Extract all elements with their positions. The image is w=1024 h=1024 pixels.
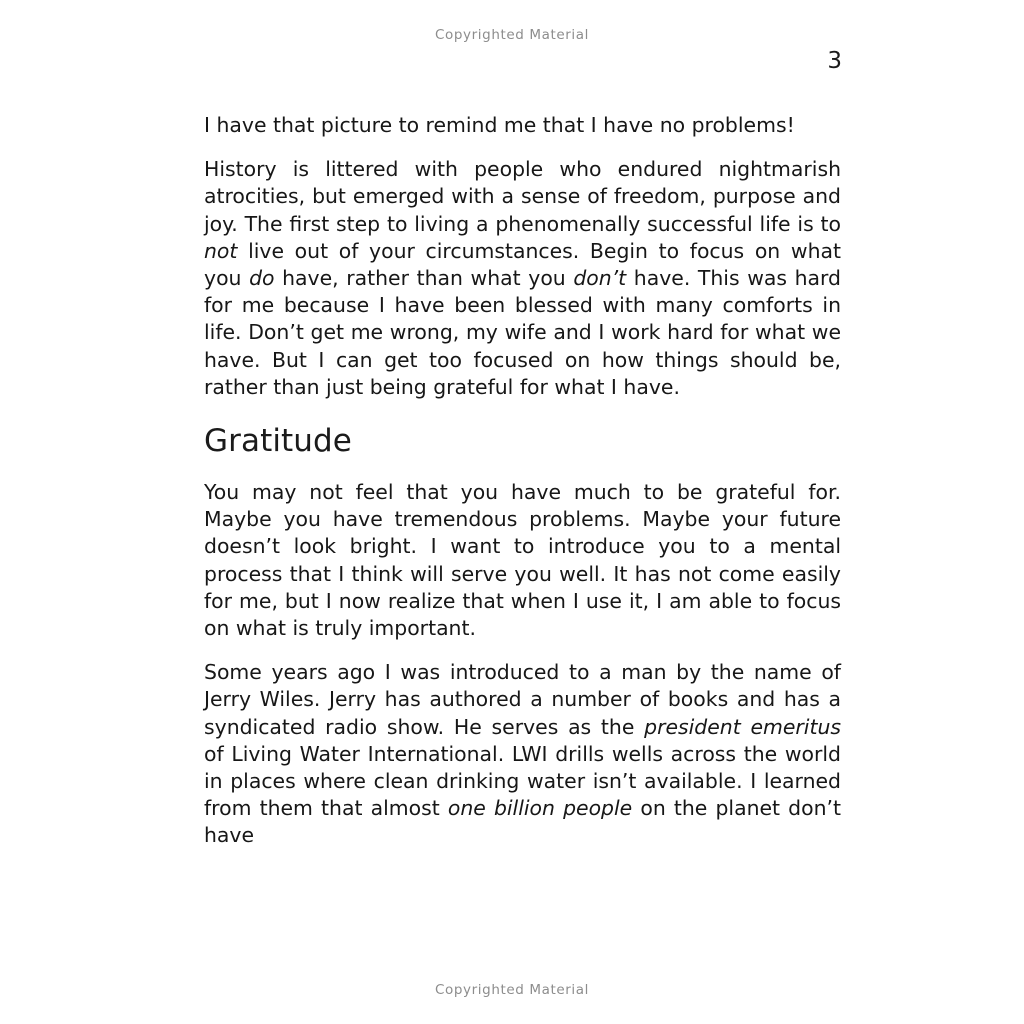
paragraph-2-run-2: live out of your circumstances. Begin to focus on what you bbox=[204, 238, 841, 291]
paragraph-4-emphasis-1: president emeritus bbox=[644, 714, 841, 739]
paragraph-4-emphasis-2: one billion people bbox=[447, 796, 633, 821]
page-number: 3 bbox=[827, 48, 842, 74]
copyright-watermark-top: Copyrighted Material bbox=[435, 27, 589, 43]
paragraph-4 bbox=[204, 659, 841, 849]
paragraph-3: You may not feel that you have much to be grateful for. Maybe you have tremendous problems. Maybe your future doesn’t look bright. I want to introduce you to a mental process that I think will serve you well. It has not come easily for me, but I now realize that when I use it, I am able to focus on what is truly important. bbox=[204, 480, 841, 641]
paragraph-2-emphasis-3: don’t bbox=[573, 266, 627, 291]
paragraph-4-run-1: Some years ago I was introduced to a man by the name of Jerry Wiles. Jerry has authored a number of books and has a syndicated radio show. He serves as the bbox=[204, 660, 841, 739]
text-block bbox=[204, 112, 841, 850]
paragraph-1: I have that picture to remind me that I have no problems! bbox=[204, 113, 795, 137]
copyright-watermark-bottom: Copyrighted Material bbox=[435, 982, 589, 998]
paragraph-4-run-2: of Living Water International. LWI drills wells across the world in places where clean drinking water isn’t available. I learned from them that almost bbox=[204, 741, 841, 821]
paragraph-2-run-4: have. This was hard for me because I have been blessed with many comforts in life. Don’t get me wrong, my wife and I work hard for what we have. But I can get too focused on how things should be, rather than just being grateful for what I have. bbox=[204, 266, 841, 399]
section-heading-gratitude: Gratitude bbox=[204, 423, 352, 460]
paragraph-2-emphasis-2: do bbox=[249, 266, 275, 291]
paragraph-2-run-1: History is littered with people who endured nightmarish atrocities, but emerged with a sense of freedom, purpose and joy. The first step to living a phenomenally successful life is to bbox=[204, 157, 841, 236]
paragraph-2-run-3: have, rather than what you bbox=[274, 266, 574, 291]
paragraph-2 bbox=[204, 156, 841, 401]
paragraph-2-emphasis-1: not bbox=[204, 238, 238, 263]
paragraph-4-run-3: on the planet don’t have bbox=[204, 796, 841, 848]
